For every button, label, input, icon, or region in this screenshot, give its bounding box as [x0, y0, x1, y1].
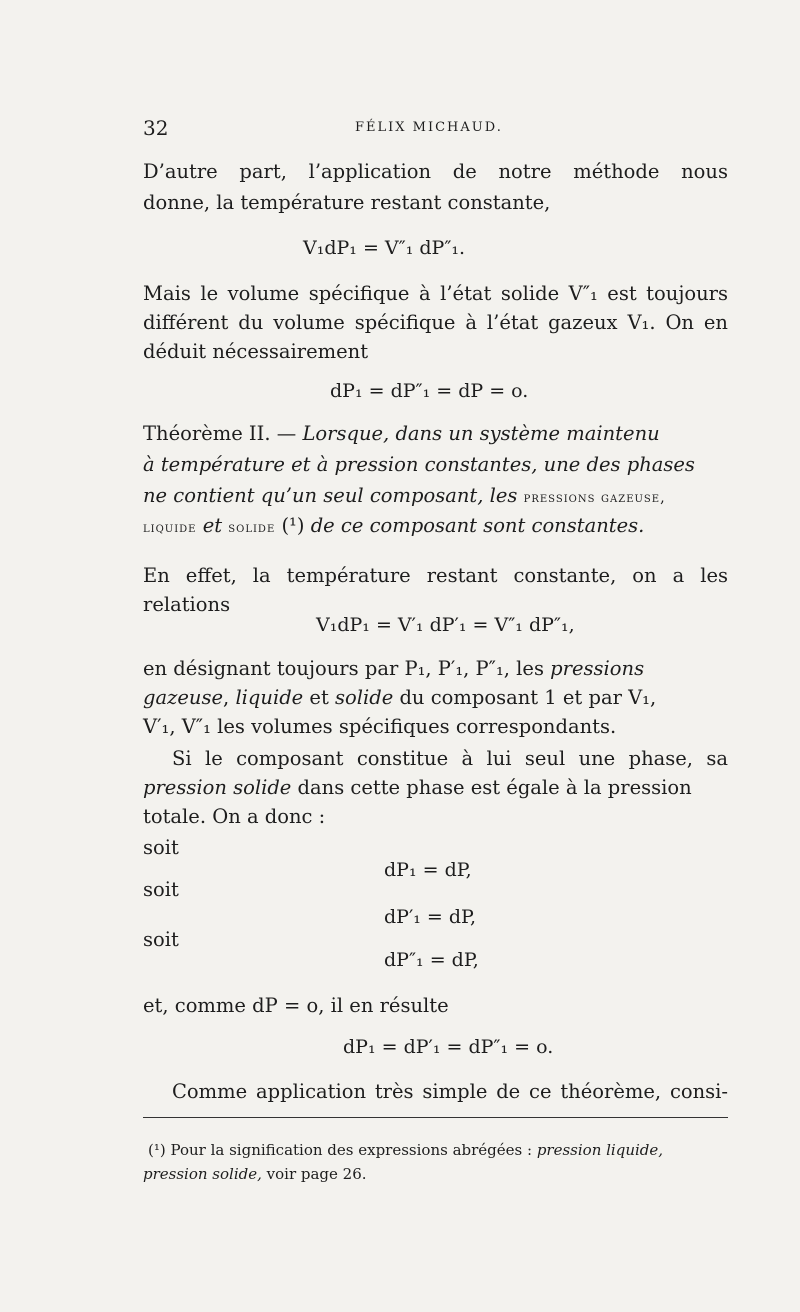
text-line: déduit nécessairement [143, 340, 369, 363]
text-line: totale. On a donc : [143, 805, 326, 828]
theorem-smallcaps: solide [228, 520, 276, 536]
text-span: du composant 1 et par V₁, [393, 686, 657, 709]
theorem-line [143, 482, 728, 512]
text-line: Mais le volume spécifique à l’état solide V″₁ est toujours [143, 282, 728, 305]
footnote-line [148, 1138, 728, 1162]
text-line: D’autre part, l’application de notre méthode nous [143, 160, 728, 183]
text-span: dans cette phase est égale à la pression [291, 776, 692, 799]
footnote-rule [143, 1117, 728, 1118]
text-span: et [303, 686, 335, 709]
theorem-text: de ce composant sont constantes. [310, 514, 645, 537]
theorem-line: à température et à pression constantes, une des phases [143, 453, 695, 476]
text-span: en désignant toujours par P₁, P′₁, P″₁, les [143, 657, 544, 680]
theorem-line [143, 420, 728, 448]
theorem-text: Lorsque, dans un système maintenu [302, 422, 660, 445]
theorem-line [143, 512, 728, 542]
page-header [143, 116, 728, 146]
text-line: donne, la température restant constante, [143, 191, 551, 214]
footnote-text: voir page 26. [261, 1165, 367, 1183]
text-line: Comme application très simple de ce théorème, consi- [172, 1080, 728, 1103]
equation: dP₁ = dP, [384, 859, 472, 881]
theorem-text: et [202, 514, 223, 537]
equation: dP′₁ = dP, [384, 906, 477, 928]
footnote-italic: pression solide, [143, 1165, 262, 1183]
text-line: V′₁, V″₁ les volumes spécifiques correspondants. [143, 715, 617, 738]
equation: V₁dP₁ = V″₁ dP″₁. [303, 237, 466, 259]
footnote-italic: pression liquide, [536, 1141, 664, 1159]
theorem-smallcaps: pressions gazeuse, [523, 490, 666, 506]
page-number: 32 [143, 116, 169, 140]
text-line: soit [143, 836, 179, 859]
text-italic: gazeuse [143, 686, 224, 709]
footnote-text: (¹) Pour la signification des expressions abrégées : [148, 1141, 533, 1159]
text-line [143, 655, 728, 683]
theorem-smallcaps: liquide [143, 520, 197, 536]
text-line: En effet, la température restant constante, on a les [143, 564, 728, 587]
equation: dP″₁ = dP, [384, 949, 479, 971]
text-line [143, 684, 728, 712]
text-line: différent du volume spécifique à l’état gazeux V₁. On en [143, 311, 728, 334]
equation: dP₁ = dP″₁ = dP = o. [330, 380, 529, 402]
equation: V₁dP₁ = V′₁ dP′₁ = V″₁ dP″₁, [316, 614, 575, 636]
running-title: FÉLIX MICHAUD. [355, 120, 503, 135]
theorem-label: Théorème II. — [143, 422, 297, 445]
text-span: , [223, 686, 236, 709]
text-line: Si le composant constitue à lui seul une phase, sa [172, 747, 728, 770]
text-italic: solide [335, 686, 394, 709]
footnote-ref: (¹) [281, 514, 305, 537]
equation: dP₁ = dP′₁ = dP″₁ = o. [343, 1036, 554, 1058]
text-italic: liquide [235, 686, 304, 709]
footnote-line [143, 1162, 728, 1186]
text-line: et, comme dP = o, il en résulte [143, 994, 449, 1017]
text-line [143, 774, 728, 802]
text-line: soit [143, 928, 179, 951]
text-italic: pressions [550, 657, 645, 680]
text-line: relations [143, 593, 231, 616]
text-line: soit [143, 878, 179, 901]
text-italic: pression solide [143, 776, 292, 799]
theorem-text: ne contient qu’un seul composant, les [143, 484, 518, 507]
